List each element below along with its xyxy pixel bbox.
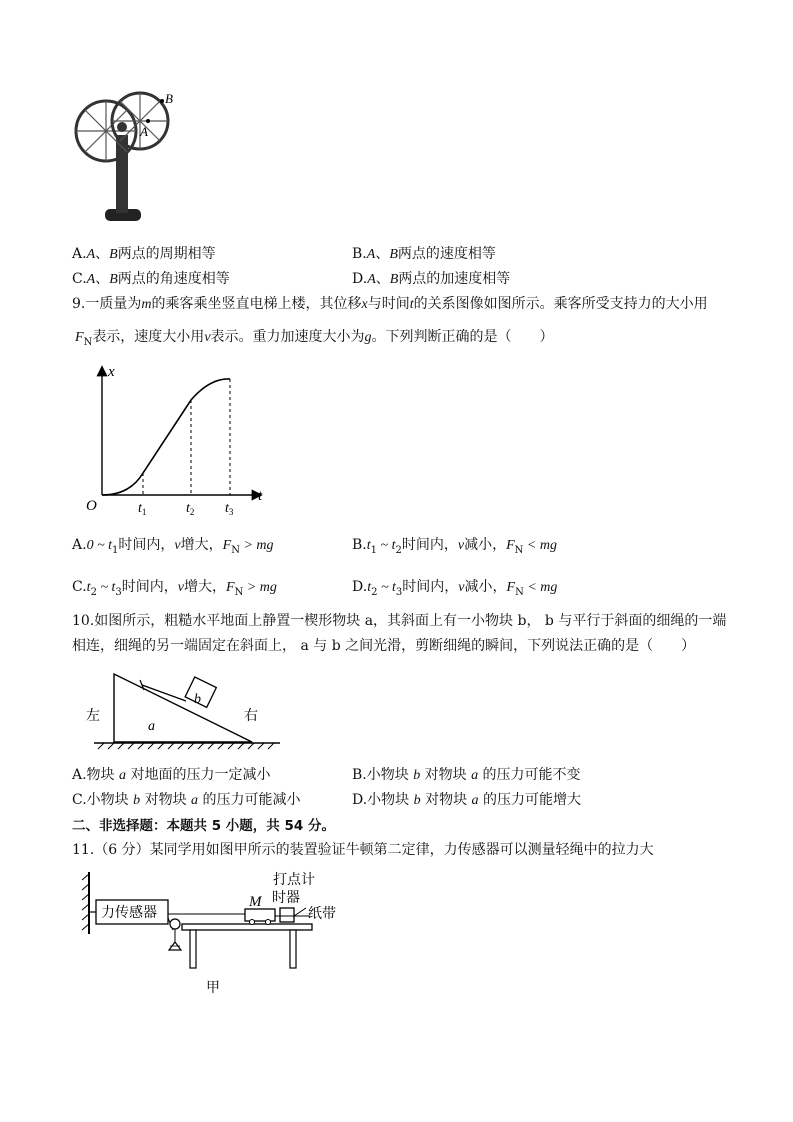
section-2-heading: 二、非选择题：本题共 5 小题，共 54 分。 — [72, 818, 335, 834]
timer-label-2: 时器 — [272, 891, 300, 906]
q9-xt-graph — [80, 360, 280, 520]
t2-label: $t_2$ — [186, 501, 195, 517]
q10-stem-line1: 10.如图所示，粗糙水平地面上静置一楔形物块 a，其斜面上有一小物块 b， b 与平行于斜面的细绳的一端 — [72, 613, 727, 629]
q11-apparatus-figure — [80, 862, 360, 1002]
t1-label: $t_1$ — [138, 501, 147, 517]
paper-tape-label: 纸带 — [308, 907, 336, 922]
pulley — [170, 919, 180, 929]
y-axis-label: x — [108, 364, 115, 380]
q9-stem-line2: $F_N$表示，速度大小用v表示。重力加速度大小为g。下列判断正确的是（ ） — [75, 329, 554, 348]
right-label: 右 — [244, 709, 258, 724]
q10-stem-line2: 相连，细绳的另一端固定在斜面上， a 与 b 之间光滑，剪断细绳的瞬间，下列说法正确的是（ ） — [72, 638, 696, 654]
q9-option-d[interactable]: $D.t_2$ ~ $t_3$时间内，v减小，$F_N$ < mg — [352, 579, 558, 598]
q11-stem: 11.（6 分）某同学用如图甲所示的装置验证牛顿第二定律，力传感器可以测量轻绳中的拉力大 — [72, 842, 654, 858]
wedge-a-label: a — [148, 719, 155, 734]
q10-option-c[interactable]: C.小物块 b 对物块 a 的压力可能减小 — [72, 792, 301, 808]
x-axis-label: t — [258, 488, 263, 504]
q9-option-b[interactable]: $B.t_1$ ~ $t_2$时间内，v减小，$F_N$ < mg — [352, 537, 557, 556]
q10-option-d[interactable]: D.小物块 b 对物块 a 的压力可能增大 — [352, 792, 581, 808]
xt-curve — [102, 379, 230, 495]
q9-option-c[interactable]: $C.t_2$ ~ $t_3$时间内，v增大，$F_N$ > mg — [72, 579, 277, 598]
left-label: 左 — [86, 709, 100, 724]
origin-label: O — [86, 498, 97, 514]
force-sensor-label: 力传感器 — [101, 906, 157, 921]
table-top — [182, 924, 312, 930]
q8-option-a[interactable]: A.A、B两点的周期相等 — [72, 246, 216, 262]
q10-wedge-figure — [80, 668, 290, 758]
block-b-label: b — [194, 692, 201, 707]
timer-label-1: 打点计 — [273, 873, 315, 888]
q8-option-c[interactable]: C.A、B两点的角速度相等 — [72, 271, 230, 287]
label-a: A — [140, 124, 148, 139]
point-a — [146, 119, 150, 123]
q8-option-d[interactable]: D.A、B两点的加速度相等 — [352, 271, 511, 287]
label-b: B — [165, 91, 173, 106]
cart-m — [245, 909, 275, 921]
wedge-a — [114, 674, 252, 742]
q9-option-a[interactable]: A.0 ~ $t_1$时间内，v增大，$F_N$ > mg — [72, 537, 274, 556]
t3-label: $t_3$ — [225, 501, 234, 517]
q10-option-a[interactable]: A.物块 a 对地面的压力一定减小 — [72, 767, 271, 783]
point-b — [160, 99, 164, 103]
q8-wheel-figure — [70, 85, 190, 230]
q8-option-b[interactable]: B.A、B两点的速度相等 — [352, 246, 496, 262]
timer — [280, 908, 294, 922]
q10-option-b[interactable]: B.小物块 b 对物块 a 的压力可能不变 — [352, 767, 581, 783]
cart-m-label: M — [249, 894, 262, 910]
figure-caption: 甲 — [206, 981, 220, 996]
q9-stem-line1: 9.一质量为m的乘客乘坐竖直电梯上楼，其位移x与时间t的关系图像如图所示。乘客所受支持力的大小用 — [72, 296, 708, 312]
